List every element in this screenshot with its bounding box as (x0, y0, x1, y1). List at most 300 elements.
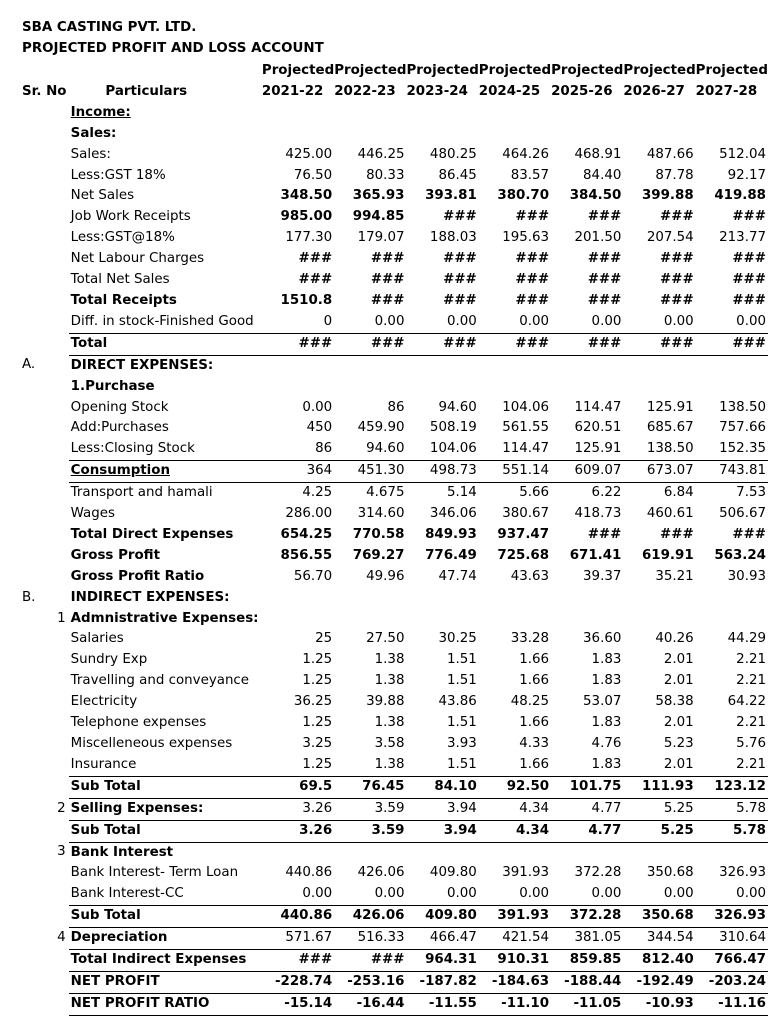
row-value: ### (732, 292, 766, 308)
row-value: 5.78 (736, 800, 766, 816)
row-item-number (42, 950, 68, 972)
row-value: 4.76 (591, 736, 622, 751)
row-value (479, 124, 551, 145)
row-section-marker (20, 525, 42, 546)
row-value: ### (587, 209, 622, 225)
row-value: 1.25 (302, 715, 333, 731)
row-item-number (42, 629, 68, 650)
row-value: 391.93 (479, 906, 551, 928)
row-value: 506.67 (719, 506, 766, 522)
row-label (69, 546, 262, 567)
row-value: 508.19 (429, 420, 477, 436)
table-row (20, 588, 768, 609)
row-value (551, 842, 623, 863)
row-value: ### (587, 526, 622, 542)
row-value: 43.63 (510, 568, 550, 584)
row-value: 86 (387, 399, 405, 415)
row-value: 53.07 (583, 694, 622, 710)
row-label-text: Job Work Receipts (70, 209, 191, 225)
row-value: 2.21 (736, 715, 766, 731)
row-label (69, 377, 262, 398)
row-label-text: Sub Total (70, 778, 141, 794)
row-value: 56.70 (293, 568, 333, 584)
row-value: 4.34 (519, 800, 550, 816)
row-value: 4.77 (591, 800, 622, 816)
table-row (20, 418, 768, 439)
row-value (334, 124, 406, 145)
row-value: 58.38 (655, 694, 694, 710)
row-label-text: Wages (70, 506, 115, 522)
row-label-text: Miscelleneous expenses (70, 736, 233, 751)
row-value: 380.70 (497, 188, 550, 204)
table-row (20, 993, 768, 1015)
row-value: 2.01 (663, 652, 694, 668)
row-label (69, 734, 262, 755)
row-value (406, 842, 478, 863)
row-value: 849.93 (425, 526, 477, 542)
row-value: 364 (262, 461, 334, 483)
row-label-text: Telephone expenses (70, 715, 207, 731)
header-projected: Projected (551, 63, 624, 78)
row-value: ### (443, 272, 477, 288)
table-row (20, 842, 768, 863)
row-value: 770.58 (352, 526, 405, 542)
table-row (20, 734, 768, 755)
row-value: 3.59 (374, 800, 405, 816)
row-value: 179.07 (357, 230, 405, 246)
row-item-number (42, 186, 68, 207)
table-row (20, 291, 768, 312)
row-value: 1.51 (446, 715, 477, 731)
row-value: 6.22 (591, 485, 622, 501)
row-item-number (42, 333, 68, 355)
row-value (623, 355, 695, 376)
row-label-text: Total Indirect Expenses (70, 952, 247, 968)
row-value: 104.06 (429, 441, 477, 457)
row-value (334, 355, 406, 376)
row-label-text: Sub Total (70, 822, 141, 838)
row-label (69, 906, 262, 928)
row-section-marker (20, 863, 42, 884)
row-label (69, 103, 262, 124)
table-row (20, 228, 768, 249)
row-value: 39.88 (366, 694, 405, 710)
header-year: 2026-27 (623, 83, 685, 99)
row-value: ### (298, 272, 333, 288)
row-value: -192.49 (623, 971, 695, 993)
row-value: 516.33 (357, 930, 405, 946)
row-item-number (42, 776, 68, 798)
row-value: 326.93 (719, 865, 766, 881)
row-value: 5.14 (446, 485, 477, 501)
company-name: SBA CASTING PVT. LTD. (22, 20, 197, 35)
row-label-text: Transport and hamali (70, 485, 213, 501)
row-value: ### (370, 272, 405, 288)
row-value: 2.21 (736, 756, 766, 772)
row-value: 725.68 (497, 547, 550, 563)
row-label (69, 398, 262, 419)
row-item-number (42, 312, 68, 333)
row-value: ### (587, 251, 622, 267)
row-label (69, 863, 262, 884)
row-label-text: Bank Interest-CC (70, 886, 184, 902)
row-value (696, 842, 768, 863)
row-value (406, 609, 478, 630)
row-label-text: Total Direct Expenses (70, 526, 234, 542)
row-value: 757.66 (719, 420, 766, 436)
row-item-number (42, 418, 68, 439)
row-value: 426.06 (357, 865, 405, 881)
row-label (69, 461, 262, 483)
row-value: 0.00 (302, 399, 333, 415)
row-item-number (42, 588, 68, 609)
row-value: 451.30 (334, 461, 406, 483)
row-value: ### (334, 950, 406, 972)
header-particulars: Particulars (105, 83, 188, 99)
row-value (262, 588, 334, 609)
row-value: 0.00 (736, 313, 766, 329)
row-value: 125.91 (574, 441, 622, 457)
row-value: 326.93 (696, 906, 768, 928)
row-value: -11.10 (479, 993, 551, 1015)
row-value: ### (587, 292, 622, 308)
row-value: 419.88 (714, 188, 766, 204)
row-section-marker (20, 291, 42, 312)
row-item-number (42, 504, 68, 525)
row-item-number (42, 483, 68, 504)
row-label (69, 798, 262, 820)
row-section-marker (20, 609, 42, 630)
row-item-number (42, 546, 68, 567)
row-value (551, 588, 623, 609)
row-label (69, 355, 262, 376)
row-value: 92.50 (479, 776, 551, 798)
row-value: ### (370, 292, 405, 308)
row-label (69, 776, 262, 798)
row-value: 459.90 (357, 420, 405, 436)
row-value (406, 355, 478, 376)
row-section-marker (20, 755, 42, 776)
row-value: 859.85 (551, 950, 623, 972)
row-value (479, 103, 551, 124)
row-label (69, 609, 262, 630)
row-value (334, 842, 406, 863)
row-label-text: NET PROFIT (70, 973, 160, 989)
row-label-text: INDIRECT EXPENSES: (70, 589, 230, 605)
row-value: ### (406, 333, 478, 355)
row-section-marker (20, 124, 42, 145)
row-value (696, 588, 768, 609)
row-value: 0 (323, 313, 333, 329)
row-value: 114.47 (502, 441, 550, 457)
row-label (69, 650, 262, 671)
row-value: 1.38 (374, 756, 405, 772)
table-row (20, 186, 768, 207)
row-value: 0.00 (663, 313, 694, 329)
row-value: 551.14 (479, 461, 551, 483)
row-value: 92.17 (727, 167, 766, 183)
row-value: 286.00 (285, 506, 333, 522)
row-value: ### (660, 251, 694, 267)
row-value: 0.00 (591, 313, 622, 329)
table-row (20, 820, 768, 842)
row-label (69, 692, 262, 713)
row-label (69, 588, 262, 609)
row-value: -16.44 (334, 993, 406, 1015)
table-row (20, 755, 768, 776)
row-item-number (42, 270, 68, 291)
row-value: 1.38 (374, 715, 405, 731)
row-label (69, 671, 262, 692)
row-value: 40.26 (655, 631, 694, 647)
row-value (262, 103, 334, 124)
row-value: -10.93 (623, 993, 695, 1015)
row-label-text: Add:Purchases (70, 420, 169, 436)
row-value: ### (298, 251, 333, 267)
row-section-marker (20, 798, 42, 820)
row-value: 123.12 (696, 776, 768, 798)
table-row (20, 355, 768, 376)
row-label (69, 525, 262, 546)
row-value: ### (732, 251, 766, 267)
row-value: ### (696, 333, 768, 355)
row-value: 1.25 (302, 652, 333, 668)
row-value (623, 609, 695, 630)
row-value (262, 355, 334, 376)
row-section-marker (20, 928, 42, 950)
header-projected: Projected (406, 63, 479, 78)
row-value: ### (262, 333, 334, 355)
row-value: 1.25 (302, 673, 333, 689)
row-value: 384.50 (569, 188, 622, 204)
row-value: 1.83 (591, 715, 622, 731)
row-value: 0.00 (302, 886, 333, 902)
table-row (20, 439, 768, 460)
row-value: -11.16 (696, 993, 768, 1015)
row-value: -15.14 (262, 993, 334, 1015)
row-value: 125.91 (646, 399, 694, 415)
row-value: 344.54 (646, 930, 694, 946)
row-value: 86.45 (438, 167, 477, 183)
row-value: 910.31 (479, 950, 551, 972)
row-item-number (42, 377, 68, 398)
row-item-number (42, 734, 68, 755)
row-label (69, 820, 262, 842)
row-item-number (42, 692, 68, 713)
row-value: ### (732, 209, 766, 225)
table-row (20, 798, 768, 820)
row-value: 1.66 (519, 715, 550, 731)
row-value: -203.24 (696, 971, 768, 993)
row-value: ### (443, 292, 477, 308)
row-value: 25 (315, 631, 333, 647)
row-value: 985.00 (280, 209, 333, 225)
row-item-number (42, 713, 68, 734)
row-item-number (42, 207, 68, 228)
row-value: ### (370, 251, 405, 267)
row-value: 5.25 (623, 820, 695, 842)
header-projected: Projected (695, 63, 768, 78)
row-value: 310.64 (719, 930, 766, 946)
row-value: 30.25 (438, 631, 477, 647)
row-value (479, 588, 551, 609)
row-section-marker (20, 629, 42, 650)
row-value (262, 124, 334, 145)
table-row (20, 525, 768, 546)
row-value: 1510.8 (280, 292, 333, 308)
table-row (20, 609, 768, 630)
row-label-text: Diff. in stock-Finished Good (70, 313, 254, 329)
row-value: 350.68 (623, 906, 695, 928)
row-value: ### (515, 272, 550, 288)
row-value: 380.67 (502, 506, 550, 522)
row-value: ### (660, 272, 694, 288)
row-label (69, 291, 262, 312)
row-value: 776.49 (425, 547, 477, 563)
header-row-years (20, 82, 768, 103)
row-value: 346.06 (429, 506, 477, 522)
row-value: 372.28 (551, 906, 623, 928)
row-label-text: Net Labour Charges (70, 251, 205, 267)
row-label-text: Insurance (70, 756, 137, 772)
row-value: 468.91 (574, 146, 622, 162)
row-section-marker (20, 439, 42, 460)
row-value: 207.54 (646, 230, 694, 246)
row-value: 3.93 (446, 736, 477, 751)
row-value: 994.85 (352, 209, 405, 225)
table-row (20, 377, 768, 398)
row-section-marker (20, 418, 42, 439)
row-value: ### (732, 272, 766, 288)
row-value: 685.67 (646, 420, 694, 436)
header-year: 2022-23 (334, 83, 396, 99)
row-value: 177.30 (285, 230, 333, 246)
header-year: 2021-22 (261, 83, 324, 99)
row-item-number (42, 166, 68, 187)
row-item-number (42, 863, 68, 884)
row-value: 393.81 (425, 188, 477, 204)
row-section-marker: A. (22, 357, 36, 373)
row-value: 80.33 (366, 167, 405, 183)
row-section-marker (20, 377, 42, 398)
row-label (69, 504, 262, 525)
row-label-text: Bank Interest (70, 844, 174, 860)
row-label (69, 755, 262, 776)
row-label-text: DIRECT EXPENSES: (70, 357, 214, 373)
row-value: 1.38 (374, 652, 405, 668)
row-label-text: Gross Profit Ratio (70, 568, 205, 584)
row-value: ### (660, 292, 694, 308)
table-row (20, 971, 768, 993)
row-value (334, 609, 406, 630)
row-value: 3.59 (334, 820, 406, 842)
row-label (69, 483, 262, 504)
row-value (406, 124, 478, 145)
row-label-text: Total Net Sales (70, 272, 170, 288)
row-section-marker (20, 692, 42, 713)
row-item-number: 2 (57, 800, 66, 816)
row-value: 0.00 (663, 886, 694, 902)
row-section-marker (20, 504, 42, 525)
row-value: 4.25 (302, 485, 333, 501)
row-value (479, 842, 551, 863)
row-value: 36.25 (293, 694, 333, 710)
row-value: ### (660, 209, 694, 225)
row-value: ### (660, 526, 694, 542)
row-item-number: 1 (57, 610, 66, 626)
row-value: 348.50 (280, 188, 333, 204)
row-value: 450 (306, 420, 333, 436)
row-section-marker (20, 145, 42, 166)
row-value: 49.96 (366, 568, 405, 584)
row-item-number (42, 355, 68, 376)
row-value: 86 (315, 441, 333, 457)
row-value: 446.25 (357, 146, 405, 162)
table-row (20, 776, 768, 798)
table-row (20, 333, 768, 355)
table-row (20, 650, 768, 671)
table-row (20, 863, 768, 884)
row-label-text: Salaries (70, 631, 124, 647)
row-value: 856.55 (280, 547, 333, 563)
row-section-marker (20, 567, 42, 588)
row-value (696, 609, 768, 630)
table-row (20, 483, 768, 504)
row-value: 964.31 (406, 950, 478, 972)
row-value: 466.47 (429, 930, 477, 946)
row-value: ### (551, 333, 623, 355)
row-value (623, 588, 695, 609)
row-value: 5.25 (663, 800, 694, 816)
row-item-number (42, 228, 68, 249)
row-label (69, 186, 262, 207)
row-label-text: Sundry Exp (70, 652, 148, 668)
row-value (623, 124, 695, 145)
row-section-marker (20, 546, 42, 567)
row-value (696, 377, 768, 398)
row-value (551, 609, 623, 630)
row-section-marker (20, 713, 42, 734)
row-value: 84.10 (406, 776, 478, 798)
row-value: 498.73 (406, 461, 478, 483)
row-item-number (42, 398, 68, 419)
row-label-text: Less:GST@18% (70, 230, 175, 246)
row-value: -228.74 (262, 971, 334, 993)
row-value: 76.45 (334, 776, 406, 798)
row-value (623, 103, 695, 124)
row-value (696, 103, 768, 124)
row-item-number (42, 525, 68, 546)
row-item-number (42, 124, 68, 145)
row-section-marker (20, 906, 42, 928)
row-value (551, 355, 623, 376)
row-value (623, 377, 695, 398)
row-value: 201.50 (574, 230, 622, 246)
row-section-marker (20, 103, 42, 124)
row-label-text: Income: (70, 104, 131, 120)
row-section-marker (20, 186, 42, 207)
row-label (69, 418, 262, 439)
row-label-text: Sales: (70, 125, 117, 141)
row-value: 5.23 (663, 736, 694, 751)
row-value: 0.00 (519, 886, 550, 902)
table-row (20, 629, 768, 650)
table-row (20, 567, 768, 588)
row-value (334, 588, 406, 609)
row-value: 4.77 (551, 820, 623, 842)
row-section-marker (20, 398, 42, 419)
row-value (262, 609, 334, 630)
